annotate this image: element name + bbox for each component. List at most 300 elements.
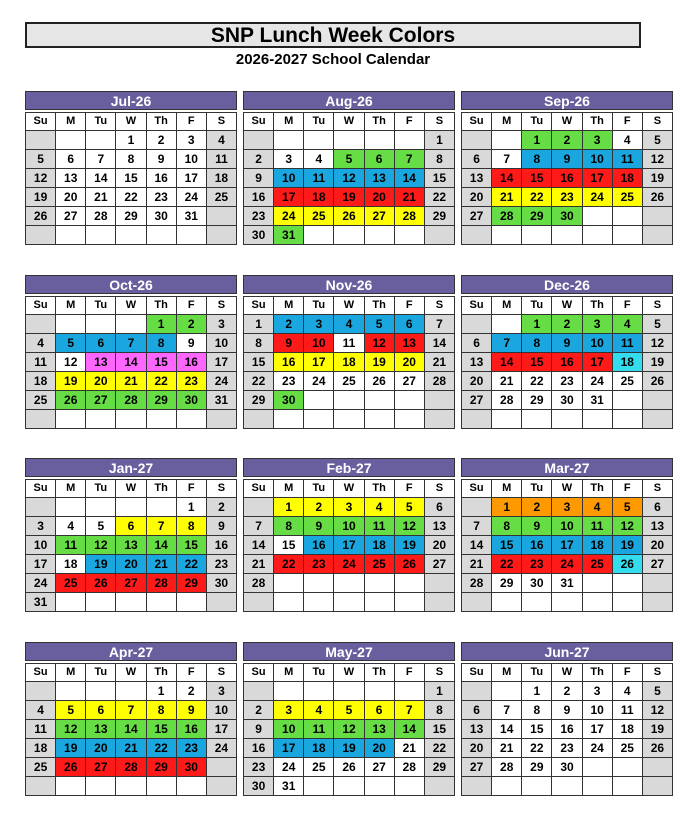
day-cell [492, 777, 522, 796]
day-cell: 13 [462, 720, 492, 739]
weekday-header: S [206, 664, 236, 682]
day-cell: 30 [522, 574, 552, 593]
day-cell [394, 593, 424, 612]
month-table [243, 112, 455, 245]
weekday-header: M [492, 297, 522, 315]
day-cell: 15 [146, 720, 176, 739]
day-cell: 10 [274, 169, 304, 188]
weekday-header: F [394, 664, 424, 682]
day-cell: 5 [86, 517, 116, 536]
day-cell: 19 [364, 353, 394, 372]
day-cell: 12 [86, 536, 116, 555]
day-cell: 6 [116, 517, 146, 536]
day-cell: 30 [552, 391, 582, 410]
day-cell: 8 [274, 517, 304, 536]
day-cell: 2 [522, 498, 552, 517]
day-cell [492, 131, 522, 150]
day-cell: 24 [304, 372, 334, 391]
day-cell: 29 [176, 574, 206, 593]
day-cell: 15 [244, 353, 274, 372]
day-cell: 23 [274, 372, 304, 391]
day-cell [424, 777, 454, 796]
weekday-header: Tu [86, 480, 116, 498]
day-cell: 8 [492, 517, 522, 536]
day-cell: 17 [26, 555, 56, 574]
day-cell: 20 [424, 536, 454, 555]
weekday-header: S [206, 113, 236, 131]
weekday-header: Tu [522, 480, 552, 498]
day-cell: 30 [176, 391, 206, 410]
day-cell: 13 [56, 169, 86, 188]
day-cell: 25 [304, 758, 334, 777]
week-row [462, 517, 673, 536]
weekday-header: S [642, 297, 672, 315]
day-cell: 16 [522, 536, 552, 555]
day-cell [462, 593, 492, 612]
day-cell [522, 226, 552, 245]
week-row [26, 574, 237, 593]
day-cell: 2 [304, 498, 334, 517]
day-cell [86, 498, 116, 517]
day-cell: 24 [274, 207, 304, 226]
day-cell: 3 [274, 150, 304, 169]
month-calendar [25, 642, 237, 796]
weekday-header: Th [582, 297, 612, 315]
day-cell: 6 [394, 315, 424, 334]
month-header: Dec-26 [461, 275, 673, 294]
weekday-header: Th [146, 113, 176, 131]
day-cell [394, 131, 424, 150]
day-cell [86, 777, 116, 796]
page-subtitle: 2026-2027 School Calendar [235, 51, 431, 68]
day-cell [424, 226, 454, 245]
day-cell: 17 [582, 353, 612, 372]
day-cell [116, 682, 146, 701]
week-row [26, 410, 237, 429]
day-cell: 14 [394, 720, 424, 739]
day-cell [612, 593, 642, 612]
month-table [461, 296, 673, 429]
day-cell [582, 207, 612, 226]
week-row [462, 682, 673, 701]
day-cell [26, 682, 56, 701]
week-row [462, 720, 673, 739]
day-cell: 24 [206, 739, 236, 758]
day-cell: 22 [146, 372, 176, 391]
day-cell: 3 [26, 517, 56, 536]
day-cell [274, 593, 304, 612]
day-cell [116, 498, 146, 517]
day-cell: 20 [462, 188, 492, 207]
day-cell: 30 [244, 226, 274, 245]
day-cell [612, 410, 642, 429]
day-cell: 16 [176, 353, 206, 372]
day-cell: 9 [552, 334, 582, 353]
day-cell: 28 [394, 758, 424, 777]
day-cell: 18 [26, 739, 56, 758]
day-cell: 20 [86, 372, 116, 391]
day-cell: 15 [146, 353, 176, 372]
week-row [26, 131, 237, 150]
week-row [462, 536, 673, 555]
day-cell: 10 [582, 701, 612, 720]
day-cell [304, 777, 334, 796]
day-cell: 13 [394, 334, 424, 353]
weekday-header: Su [462, 297, 492, 315]
day-cell: 21 [86, 188, 116, 207]
weekday-header: Th [364, 297, 394, 315]
day-cell: 21 [116, 739, 146, 758]
month-table [461, 112, 673, 245]
day-cell: 25 [612, 739, 642, 758]
day-cell: 21 [492, 739, 522, 758]
day-cell [56, 315, 86, 334]
day-cell [26, 315, 56, 334]
weekday-header: W [334, 297, 364, 315]
day-cell [642, 391, 672, 410]
day-cell: 24 [26, 574, 56, 593]
day-cell: 15 [522, 169, 552, 188]
day-cell: 12 [56, 720, 86, 739]
month-calendar [461, 275, 673, 429]
day-cell: 4 [304, 701, 334, 720]
day-cell: 31 [176, 207, 206, 226]
day-cell [492, 226, 522, 245]
day-cell: 5 [394, 498, 424, 517]
day-cell [86, 226, 116, 245]
week-row [462, 777, 673, 796]
day-cell: 17 [304, 353, 334, 372]
week-row [26, 758, 237, 777]
day-cell: 25 [334, 372, 364, 391]
day-cell: 18 [612, 720, 642, 739]
day-cell: 22 [116, 188, 146, 207]
weekday-header: W [552, 664, 582, 682]
weekday-header: W [552, 480, 582, 498]
weekday-header: Su [462, 113, 492, 131]
weekday-header: S [424, 113, 454, 131]
day-cell [612, 574, 642, 593]
day-cell: 12 [26, 169, 56, 188]
week-row [26, 207, 237, 226]
day-cell [642, 758, 672, 777]
day-cell: 26 [334, 758, 364, 777]
week-row [462, 334, 673, 353]
day-cell [56, 593, 86, 612]
day-cell: 24 [274, 758, 304, 777]
day-cell [56, 682, 86, 701]
day-cell: 26 [26, 207, 56, 226]
month-table [25, 479, 237, 612]
weekday-header: W [116, 297, 146, 315]
day-cell: 5 [56, 701, 86, 720]
weekday-header: Th [582, 113, 612, 131]
day-cell: 6 [364, 150, 394, 169]
month-calendar [25, 275, 237, 429]
day-cell [642, 574, 672, 593]
day-cell: 22 [244, 372, 274, 391]
day-cell: 22 [492, 555, 522, 574]
weekday-header: W [116, 113, 146, 131]
week-row [26, 226, 237, 245]
weekday-header: S [206, 297, 236, 315]
day-cell: 20 [364, 739, 394, 758]
month-header: Aug-26 [243, 91, 455, 110]
weekday-header: Th [146, 664, 176, 682]
day-cell: 8 [522, 701, 552, 720]
day-cell: 27 [642, 555, 672, 574]
day-cell [582, 574, 612, 593]
weekday-header: Th [582, 664, 612, 682]
week-row [26, 701, 237, 720]
day-cell: 5 [642, 682, 672, 701]
week-row [244, 372, 455, 391]
week-row [462, 207, 673, 226]
day-cell: 14 [116, 353, 146, 372]
day-cell: 11 [304, 720, 334, 739]
month-header: Nov-26 [243, 275, 455, 294]
day-cell [364, 226, 394, 245]
month-table [461, 663, 673, 796]
month-header: Sep-26 [461, 91, 673, 110]
day-cell: 6 [424, 498, 454, 517]
day-cell: 11 [56, 536, 86, 555]
day-cell: 24 [334, 555, 364, 574]
day-cell: 11 [612, 150, 642, 169]
day-cell: 26 [642, 739, 672, 758]
day-cell: 31 [26, 593, 56, 612]
day-cell: 2 [244, 701, 274, 720]
day-cell: 27 [462, 758, 492, 777]
day-cell: 28 [146, 574, 176, 593]
day-cell [56, 410, 86, 429]
weekday-header: F [394, 480, 424, 498]
day-cell: 17 [206, 720, 236, 739]
day-cell [304, 574, 334, 593]
weekday-header: Th [364, 664, 394, 682]
day-cell [642, 207, 672, 226]
day-cell: 7 [146, 517, 176, 536]
week-row [244, 315, 455, 334]
weekday-header: Tu [304, 664, 334, 682]
week-row [462, 758, 673, 777]
day-cell: 17 [552, 536, 582, 555]
weekday-header: M [492, 480, 522, 498]
day-cell: 7 [462, 517, 492, 536]
day-cell: 10 [552, 517, 582, 536]
weekday-header: Su [462, 480, 492, 498]
day-cell: 26 [642, 372, 672, 391]
day-cell: 6 [462, 334, 492, 353]
day-cell [582, 410, 612, 429]
day-cell: 6 [86, 334, 116, 353]
day-cell: 24 [206, 372, 236, 391]
week-row [26, 555, 237, 574]
day-cell [642, 777, 672, 796]
day-cell: 12 [334, 720, 364, 739]
day-cell: 2 [176, 682, 206, 701]
day-cell [394, 574, 424, 593]
day-cell [462, 131, 492, 150]
day-cell [612, 226, 642, 245]
day-cell: 28 [424, 372, 454, 391]
day-cell [244, 498, 274, 517]
day-cell: 22 [522, 739, 552, 758]
day-cell: 8 [116, 150, 146, 169]
weekday-header: S [642, 480, 672, 498]
day-cell: 13 [424, 517, 454, 536]
day-cell [206, 226, 236, 245]
weekday-header: M [492, 113, 522, 131]
day-cell: 5 [334, 150, 364, 169]
week-row [462, 131, 673, 150]
weekday-header: Tu [86, 113, 116, 131]
day-cell: 25 [612, 188, 642, 207]
day-cell [492, 410, 522, 429]
day-cell: 1 [522, 315, 552, 334]
day-cell: 18 [304, 188, 334, 207]
week-row [244, 536, 455, 555]
month-calendar [461, 458, 673, 612]
weekday-header: M [56, 664, 86, 682]
day-cell: 5 [642, 315, 672, 334]
day-cell [364, 777, 394, 796]
day-cell [612, 391, 642, 410]
weekday-header: S [424, 480, 454, 498]
day-cell [364, 682, 394, 701]
weekday-header: Su [244, 480, 274, 498]
day-cell: 17 [334, 536, 364, 555]
day-cell: 17 [274, 739, 304, 758]
day-cell: 14 [462, 536, 492, 555]
day-cell: 4 [304, 150, 334, 169]
day-cell: 19 [334, 188, 364, 207]
day-cell [522, 410, 552, 429]
weekday-header: F [394, 297, 424, 315]
day-cell: 9 [176, 701, 206, 720]
day-cell: 10 [26, 536, 56, 555]
month-calendar [243, 642, 455, 796]
day-cell: 27 [86, 391, 116, 410]
day-cell: 14 [492, 353, 522, 372]
day-cell [116, 315, 146, 334]
day-cell: 15 [116, 169, 146, 188]
day-cell: 21 [244, 555, 274, 574]
weekday-header: M [274, 480, 304, 498]
week-row [462, 574, 673, 593]
month-calendar [461, 642, 673, 796]
week-row [244, 682, 455, 701]
weekday-header: F [612, 297, 642, 315]
weekday-header: Th [146, 297, 176, 315]
weekday-header: S [642, 113, 672, 131]
month-table [243, 479, 455, 612]
day-cell: 22 [424, 739, 454, 758]
day-cell: 16 [244, 739, 274, 758]
day-cell [462, 226, 492, 245]
day-cell [176, 410, 206, 429]
day-cell: 29 [146, 758, 176, 777]
day-cell: 10 [206, 334, 236, 353]
month-calendar [243, 275, 455, 429]
weekday-header: Tu [522, 113, 552, 131]
day-cell: 1 [146, 315, 176, 334]
week-row [244, 555, 455, 574]
day-cell: 11 [334, 334, 364, 353]
weekday-header: Tu [304, 480, 334, 498]
week-row [244, 391, 455, 410]
day-cell [582, 593, 612, 612]
day-cell: 26 [394, 555, 424, 574]
day-cell: 3 [206, 682, 236, 701]
day-cell [116, 777, 146, 796]
day-cell: 9 [244, 720, 274, 739]
day-cell: 22 [424, 188, 454, 207]
day-cell: 19 [56, 372, 86, 391]
day-cell: 31 [274, 226, 304, 245]
day-cell: 11 [304, 169, 334, 188]
day-cell: 2 [552, 315, 582, 334]
day-cell: 2 [146, 131, 176, 150]
day-cell: 19 [86, 555, 116, 574]
week-row [244, 150, 455, 169]
day-cell [304, 682, 334, 701]
day-cell [244, 682, 274, 701]
day-cell: 25 [612, 372, 642, 391]
day-cell: 4 [612, 682, 642, 701]
day-cell [274, 682, 304, 701]
day-cell: 9 [206, 517, 236, 536]
day-cell [206, 777, 236, 796]
day-cell: 20 [462, 372, 492, 391]
weekday-header: Th [582, 480, 612, 498]
day-cell: 8 [522, 334, 552, 353]
day-cell: 28 [244, 574, 274, 593]
day-cell: 2 [244, 150, 274, 169]
week-row [462, 226, 673, 245]
day-cell [86, 131, 116, 150]
day-cell [206, 758, 236, 777]
day-cell: 9 [176, 334, 206, 353]
day-cell [334, 777, 364, 796]
weekday-header: M [56, 297, 86, 315]
day-cell: 3 [206, 315, 236, 334]
day-cell: 25 [26, 758, 56, 777]
day-cell: 22 [146, 739, 176, 758]
day-cell: 1 [492, 498, 522, 517]
day-cell [424, 574, 454, 593]
day-cell: 4 [26, 701, 56, 720]
day-cell: 14 [244, 536, 274, 555]
day-cell: 25 [304, 207, 334, 226]
day-cell: 15 [522, 353, 552, 372]
day-cell [146, 410, 176, 429]
day-cell: 26 [612, 555, 642, 574]
day-cell: 12 [642, 150, 672, 169]
day-cell: 24 [552, 555, 582, 574]
day-cell: 23 [244, 758, 274, 777]
month-header: May-27 [243, 642, 455, 661]
day-cell [176, 226, 206, 245]
day-cell [334, 226, 364, 245]
weekday-header: Tu [86, 664, 116, 682]
day-cell: 25 [26, 391, 56, 410]
day-cell: 25 [56, 574, 86, 593]
week-row [462, 315, 673, 334]
day-cell [334, 131, 364, 150]
day-cell [612, 207, 642, 226]
day-cell [642, 410, 672, 429]
